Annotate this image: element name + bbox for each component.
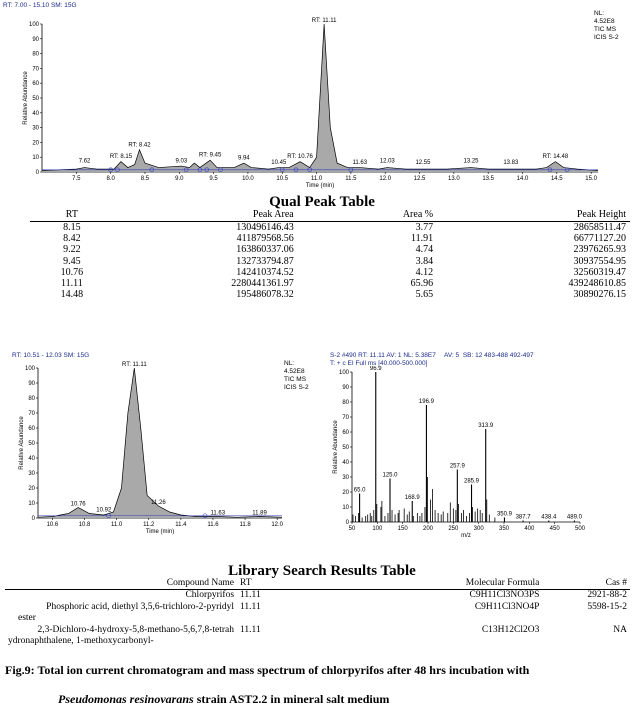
peak-label: 12.55 <box>415 160 431 167</box>
x-tick-label: 9.0 <box>175 176 184 182</box>
library-table <box>5 577 630 648</box>
table-row <box>5 602 630 625</box>
x-tick-label: 10.6 <box>46 522 59 528</box>
table-cell: 132733794.87 <box>236 255 294 267</box>
spectrum-peak-label: 125.0 <box>382 472 398 479</box>
y-tick-label: 50 <box>28 441 35 447</box>
chromatogram-area <box>38 368 282 518</box>
qual-peak-table <box>30 209 630 300</box>
spectrum-peak-label: 387.7 <box>515 514 531 521</box>
x-tick-label: 12.0 <box>379 176 392 182</box>
x-tick-label: 14.0 <box>516 176 529 182</box>
x-tick-label: 12.0 <box>271 522 284 528</box>
y-tick-label: 80 <box>32 51 39 58</box>
spectrum-sb <box>442 352 536 359</box>
qual-table-title: Qual Peak Table <box>269 194 375 210</box>
y-tick-label: 10 <box>342 505 349 511</box>
spectrum-peak-label: 257.9 <box>449 463 465 470</box>
spectrum-peak-label: 350.9 <box>496 511 512 518</box>
qual-col-area-pct: Area % <box>298 209 437 222</box>
peak-label: RT: 10.76 <box>287 154 313 161</box>
chrom2-chart <box>10 358 300 550</box>
chrom1-tic: TIC MS <box>594 26 617 33</box>
library-header-row <box>5 577 630 590</box>
spectrum-scan: S-2 #490 RT: 11.11 AV: 1 NL: 5.38E7 <box>330 352 436 359</box>
table-cell: 10.76 <box>60 266 84 278</box>
table-cell: 2280441361.97 <box>231 278 294 290</box>
compound-name-continued: ester <box>18 613 36 623</box>
spectrum-peak-label: 168.9 <box>404 495 420 501</box>
y-tick-label: 40 <box>32 110 39 117</box>
chrom2-icis: ICIS S-2 <box>284 384 309 391</box>
x-tick-label: 11.5 <box>345 176 357 182</box>
compound-name: Phosphoric acid, diethyl 3,5,6-trichloro-2-pyridyl <box>46 601 235 612</box>
y-tick-label: 80 <box>342 400 349 406</box>
spectrum-peak-label: 65.0 <box>353 487 366 494</box>
chrom2-header: RT: 10.51 - 12.03 SM: 15G <box>12 352 90 359</box>
table-cell: 14.48 <box>60 289 84 301</box>
spectrum-peak-label: 489.0 <box>566 514 582 521</box>
peak-label: 9.03 <box>175 158 188 165</box>
x-tick-label: 400 <box>524 526 535 532</box>
qual-col-rt: RT <box>30 209 114 222</box>
y-tick-label: 30 <box>342 475 349 481</box>
x-tick-label: 11.0 <box>111 522 123 528</box>
library-col-formula: Molecular Formula <box>287 577 543 590</box>
x-tick-label: 250 <box>448 526 459 532</box>
qual-header-row <box>30 209 630 222</box>
x-tick-label: 11.6 <box>207 522 219 528</box>
y-tick-label: 0 <box>35 170 39 176</box>
y-tick-label: 100 <box>338 370 349 376</box>
x-tick-label: 100 <box>372 526 383 532</box>
compound-cas: 5598-15-2 <box>587 601 627 612</box>
y-tick-label: 10 <box>32 155 39 162</box>
y-axis-title: Relative Abundance <box>333 420 339 474</box>
compound-name-cell <box>5 590 237 602</box>
compound-formula: C13H12Cl2O3 <box>481 624 540 635</box>
spectrum-peak-label: 313.9 <box>478 423 494 429</box>
table-cell: 32560319.47 <box>573 266 626 278</box>
library-col-cas: Cas # <box>542 577 630 590</box>
y-tick-label: 80 <box>28 396 35 402</box>
x-tick-label: 300 <box>473 526 484 532</box>
x-tick-label: 50 <box>348 526 356 532</box>
y-tick-label: 60 <box>28 426 35 432</box>
table-row <box>30 256 630 267</box>
peak-label: 10.92 <box>96 507 112 514</box>
peak-label: 13.83 <box>503 160 519 167</box>
x-tick-label: 200 <box>422 526 434 532</box>
x-tick-label: 14.5 <box>550 176 563 182</box>
table-row <box>30 233 630 244</box>
table-row <box>30 278 630 289</box>
y-tick-label: 30 <box>28 471 35 477</box>
library-col-name: Compound Name <box>5 577 237 590</box>
table-cell: 8.15 <box>63 222 81 233</box>
table-cell: 30937554.95 <box>573 255 626 267</box>
y-tick-label: 70 <box>28 411 35 417</box>
peak-label: 13.25 <box>463 158 479 165</box>
peak-label: 12.03 <box>379 158 395 165</box>
y-tick-label: 90 <box>32 36 39 43</box>
x-tick-label: 8.5 <box>140 176 150 182</box>
x-tick-label: 7.5 <box>72 176 81 182</box>
peak-label: RT: 11.11 <box>121 362 147 368</box>
x-tick-label: 150 <box>397 526 408 532</box>
table-cell: 8.42 <box>63 233 81 245</box>
peak-label: 9.94 <box>237 155 250 162</box>
compound-cas: NA <box>613 624 627 635</box>
table-cell: 130496146.43 <box>236 222 294 233</box>
table-cell: 65.96 <box>410 278 434 290</box>
y-axis-title: Relative Abundance <box>23 71 29 125</box>
y-tick-label: 50 <box>32 96 39 102</box>
peak-label: 11.63 <box>210 510 226 517</box>
compound-rt: 11.11 <box>240 590 261 600</box>
organism-name: Pseudomonas resinovarans <box>58 692 194 706</box>
y-tick-label: 60 <box>32 81 39 88</box>
table-cell: 5.65 <box>415 289 434 301</box>
compound-rt: 11.11 <box>240 601 261 612</box>
x-tick-label: 450 <box>549 526 560 532</box>
table-row <box>5 590 630 602</box>
table-cell: 9.45 <box>63 255 81 267</box>
table-cell: 3.77 <box>415 222 434 233</box>
qual-col-area: Peak Area <box>114 209 298 222</box>
chrom2-nl: NL: <box>284 360 295 367</box>
compound-formula: C9H11Cl3NO4P <box>474 601 540 612</box>
table-row <box>5 625 630 648</box>
peak-label: 11.89 <box>252 510 267 517</box>
compound-cas: 2921-88-2 <box>587 590 627 600</box>
compound-name: 2,3-Dichloro-4-hydroxy-5,8-methano-5,6,7,8-tetrah <box>37 624 235 635</box>
table-cell: 11.11 <box>61 278 83 290</box>
x-tick-label: 10.5 <box>276 176 289 182</box>
spectrum-av: AV: 5 <box>444 352 460 359</box>
table-cell: 4.12 <box>415 266 434 278</box>
chrom1-nl-value: 4.52E8 <box>594 18 615 25</box>
x-tick-label: 350 <box>498 526 510 532</box>
table-cell: 30890276.15 <box>573 289 626 301</box>
table-cell: 163860337.06 <box>236 244 294 256</box>
figure-caption-line2 <box>58 692 389 707</box>
table-cell: 195486078.32 <box>236 289 294 301</box>
y-tick-label: 40 <box>342 460 349 466</box>
spectrum-header-1 <box>330 352 436 359</box>
compound-name: Chlorpyrifos <box>185 590 235 600</box>
y-tick-label: 60 <box>342 430 349 436</box>
compound-name-cell <box>5 602 237 625</box>
x-tick-label: 13.5 <box>482 176 495 182</box>
table-cell: 411879568.56 <box>236 233 294 245</box>
x-axis-title: m/z <box>461 533 471 539</box>
y-tick-label: 90 <box>28 381 35 387</box>
y-tick-label: 20 <box>28 486 35 492</box>
peak-label: RT: 11.11 <box>311 18 337 24</box>
x-tick-label: 11.2 <box>143 522 155 528</box>
chrom1-icis: ICIS S-2 <box>594 34 619 41</box>
spectrum-header-2: T: + c EI Full ms [40.000-500.000] <box>330 360 428 367</box>
spectrum-chart <box>320 366 590 550</box>
table-row <box>30 289 630 300</box>
compound-formula: C9H11Cl3NO3PS <box>469 590 540 600</box>
peak-label: 11.63 <box>352 160 368 167</box>
y-tick-label: 50 <box>342 445 349 451</box>
peak-label: 11.26 <box>151 500 166 506</box>
chrom2-tic: TIC MS <box>284 376 307 383</box>
table-cell: 28658511.47 <box>573 222 626 233</box>
library-col-rt: RT <box>237 577 287 590</box>
peak-label: RT: 8.42 <box>128 142 151 149</box>
y-tick-label: 90 <box>342 385 349 391</box>
y-tick-label: 30 <box>32 125 39 132</box>
spectrum-peak-label: 438.4 <box>541 514 557 521</box>
table-cell: 4.74 <box>415 244 434 256</box>
x-axis-title: Time (min) <box>305 183 335 189</box>
table-row <box>30 244 630 255</box>
y-tick-label: 20 <box>32 140 39 147</box>
chrom1-nl: NL: <box>594 10 605 17</box>
peak-label: RT: 14.48 <box>542 154 569 161</box>
x-tick-label: 15.0 <box>585 176 597 182</box>
table-cell: 11.91 <box>410 233 434 245</box>
x-tick-label: 11.8 <box>239 522 251 528</box>
compound-name-continued: ydronaphthalene, 1-methoxycarbonyl- <box>8 636 154 646</box>
peak-label: 7.62 <box>78 158 91 165</box>
peak-label: 10.76 <box>70 501 86 508</box>
y-tick-label: 70 <box>32 66 39 73</box>
chrom1-header: RT: 7.00 - 15.10 SM: 15G <box>3 2 77 9</box>
y-tick-label: 0 <box>31 516 35 522</box>
y-tick-label: 100 <box>28 22 39 28</box>
x-tick-label: 10.0 <box>242 176 254 182</box>
y-axis-title: Relative Abundance <box>19 416 25 470</box>
spectrum-peak-label: 96.9 <box>369 366 382 372</box>
x-tick-label: 9.5 <box>209 176 218 182</box>
x-axis-title: Time (min) <box>145 529 175 535</box>
y-tick-label: 100 <box>24 366 35 372</box>
x-tick-label: 12.5 <box>413 176 426 182</box>
qual-col-height: Peak Height <box>437 209 630 222</box>
y-tick-label: 10 <box>28 501 35 507</box>
table-cell: 439248610.85 <box>568 278 626 290</box>
caption-rest: strain AST2.2 in mineral salt medium <box>193 692 390 706</box>
compound-rt: 11.11 <box>240 624 261 635</box>
chrom1-chart <box>0 10 600 195</box>
table-cell: 23976265.93 <box>573 244 626 256</box>
library-section <box>0 563 644 646</box>
spectrum-sb-text: SB: 12 483-488 492-497 <box>462 352 534 359</box>
peak-label: RT: 8.15 <box>109 154 133 161</box>
table-cell: 9.22 <box>63 244 81 256</box>
y-tick-label: 0 <box>345 520 349 526</box>
spectrum-peak-label: 196.9 <box>418 399 434 405</box>
y-tick-label: 20 <box>342 490 349 496</box>
y-tick-label: 70 <box>342 415 349 421</box>
qual-table-section <box>0 194 644 301</box>
x-tick-label: 11.4 <box>175 522 187 528</box>
table-cell: 3.84 <box>415 255 434 267</box>
x-tick-label: 8.0 <box>106 176 115 182</box>
x-tick-label: 11.0 <box>310 176 323 182</box>
spectrum-peak-label: 285.9 <box>464 478 480 485</box>
x-tick-label: 500 <box>574 526 586 532</box>
table-row <box>30 222 630 234</box>
table-cell: 142410374.52 <box>236 266 294 278</box>
peak-label: RT: 9.45 <box>199 152 222 159</box>
chromatogram-line <box>38 368 282 517</box>
peak-label: 10.45 <box>271 160 287 167</box>
x-tick-label: 13.0 <box>448 176 460 182</box>
y-tick-label: 40 <box>28 456 35 462</box>
x-tick-label: 10.8 <box>78 522 91 528</box>
compound-name-cell <box>5 625 237 648</box>
library-table-title: Library Search Results Table <box>228 563 416 579</box>
figure-caption-line1: Fig.9: Total ion current chromatogram and mass spectrum of chlorpyrifos after 48 hrs incubation with <box>5 663 530 677</box>
table-row <box>30 267 630 278</box>
chrom2-nl-value: 4.52E8 <box>284 368 305 375</box>
table-cell: 66771127.20 <box>573 233 626 245</box>
